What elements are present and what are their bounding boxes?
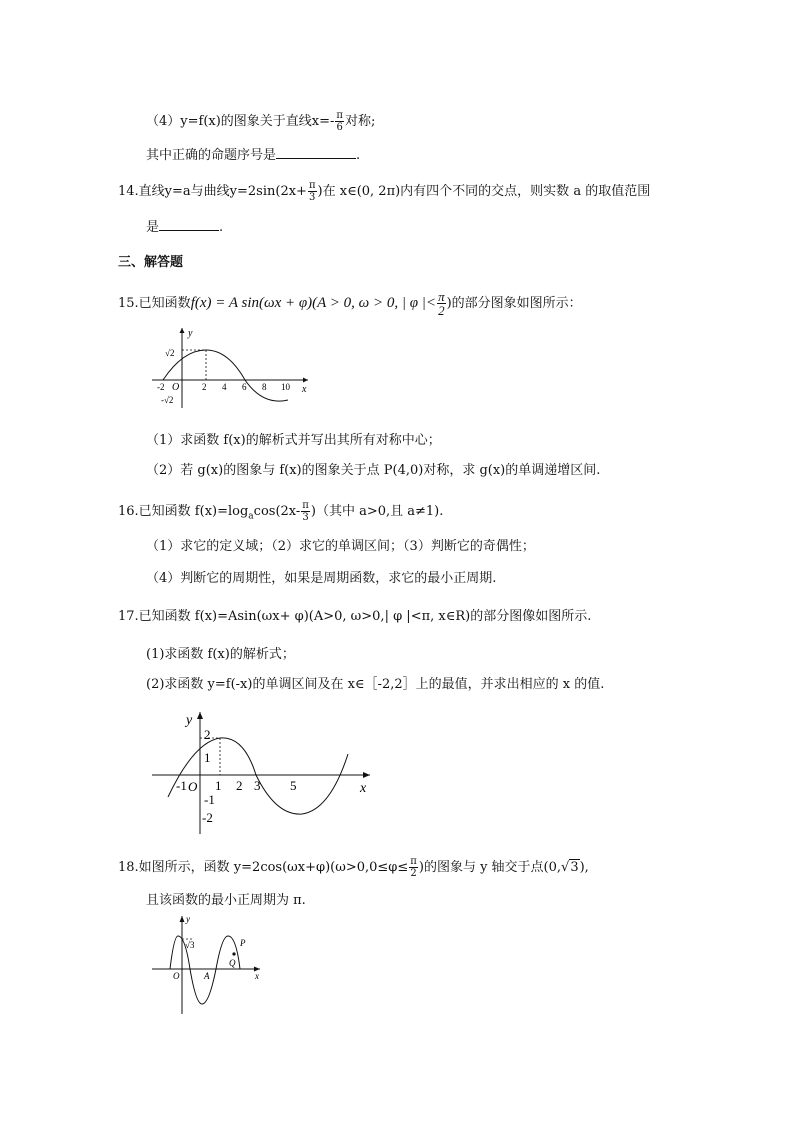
q13-item4: （4）y=f(x)的图象关于直线x=- $\frac{\pi}{6}$ 对称; (146, 110, 376, 133)
sqrt: √3 (561, 860, 579, 875)
formula: f(x) = A sin(ωx + φ)(A > 0, ω > 0, | φ |< (190, 295, 437, 311)
x-tick: -1 (176, 778, 187, 793)
fraction: $\frac{\pi}{3}$ (302, 500, 309, 523)
q13-answer-line: 其中正确的命题序号是 . (146, 148, 361, 163)
q15-graph (150, 326, 310, 410)
origin-label: O (173, 971, 180, 981)
point-q-marker (232, 952, 235, 955)
sine-curve (168, 738, 348, 814)
fraction: $\frac{\pi}{2}$ (438, 289, 445, 318)
point-q-label: Q (229, 958, 236, 968)
fraction: $\frac{\pi}{6}$ (336, 110, 343, 133)
q16-line3: （4）判断它的周期性，如果是周期函数，求它的最小正周期. (146, 571, 497, 586)
x-label: x (255, 971, 259, 981)
y-axis-arrow (197, 712, 203, 719)
cosine-curve (170, 936, 240, 1004)
x-label: x (302, 384, 307, 395)
x-tick: -2 (157, 382, 165, 392)
y-tick: -2 (202, 810, 213, 825)
origin-label: O (188, 779, 198, 794)
q17-part1: (1)求函数 f(x)的解析式； (146, 647, 295, 662)
x-tick: 1 (215, 778, 222, 793)
y-tick: 1 (204, 750, 211, 765)
y-tick: √3 (185, 940, 195, 950)
point-p-label: P (240, 938, 246, 948)
answer-blank[interactable] (159, 218, 219, 231)
q15-part1: （1）求函数 f(x)的解析式并写出其所有对称中心； (146, 433, 441, 448)
q15-stem: 15.已知函数f(x) = A sin(ωx + φ)(A > 0, ω > 0, | φ |< $\frac{\pi}{2}$ )的部分图象如图所示： (118, 289, 582, 318)
q17-stem: 17.已知函数 f(x)=Asin(ωx+ φ)(A>0, ω>0,| φ |<π, x∈R)的部分图像如图所示. (118, 609, 592, 624)
point-a-label: A (204, 971, 210, 981)
fraction: $\frac{\pi}{2}$ (410, 856, 417, 879)
x-tick: 2 (236, 778, 243, 793)
x-axis-arrow (303, 378, 308, 383)
answer-blank[interactable] (276, 146, 356, 159)
y-label: y (188, 328, 193, 339)
y-label: y (186, 713, 193, 728)
q15-part2: （2）若 g(x)的图象与 f(x)的图象关于点 P(4,0)对称，求 g(x)的单调递增区间. (146, 463, 601, 478)
origin-label: O (172, 382, 180, 393)
section-heading: 三、解答题 (118, 255, 184, 270)
q17-graph (148, 706, 378, 836)
x-tick: 6 (242, 382, 247, 392)
x-tick: 3 (254, 778, 261, 793)
q14-line1: 14.直线y=a与曲线y=2sin(2x+ $\frac{\pi}{3}$ )在 x∈(0, 2π)内有四个不同的交点，则实数 a 的取值范围 (118, 180, 651, 203)
q18-line2: 且该函数的最小正周期为 π. (146, 893, 306, 908)
y-tick: 2 (204, 727, 211, 742)
x-tick: 8 (262, 382, 267, 392)
y-axis-arrow (180, 916, 185, 922)
x-tick: 5 (290, 778, 297, 793)
q14-line2: 是 . (146, 220, 224, 235)
x-label: x (360, 781, 367, 796)
x-tick: 4 (222, 382, 227, 392)
q18-graph (150, 912, 265, 1016)
q18-stem: 18.如图所示，函数 y=2cos(ωx+φ)(ω>0,0≤φ≤ $\frac{\pi}{2}$ )的图象与 y 轴交于点(0,√3), (118, 856, 589, 879)
y-axis-arrow (180, 328, 185, 333)
x-tick: 10 (281, 382, 290, 392)
y-label: y (186, 914, 190, 924)
q17-part2: (2)求函数 y=f(-x)的单调区间及在 x∈［-2,2］上的最值，并求出相应的 x 的值. (146, 677, 605, 692)
q16-line2: （1）求它的定义域；（2）求它的单调区间；（3）判断它的奇偶性； (146, 539, 535, 554)
fraction: $\frac{\pi}{3}$ (308, 180, 316, 203)
y-tick: -1 (204, 792, 215, 807)
q16-stem: 16.已知函数 $f(x)=\log_a\cos(2x-$ $\frac{\pi}{3}$ )（其中 a>0,且 a≠1). (118, 500, 444, 523)
y-tick-bottom: -√2 (161, 395, 174, 405)
x-axis-arrow (363, 772, 370, 778)
y-tick-top: √2 (165, 348, 175, 358)
x-tick: 2 (202, 382, 207, 392)
